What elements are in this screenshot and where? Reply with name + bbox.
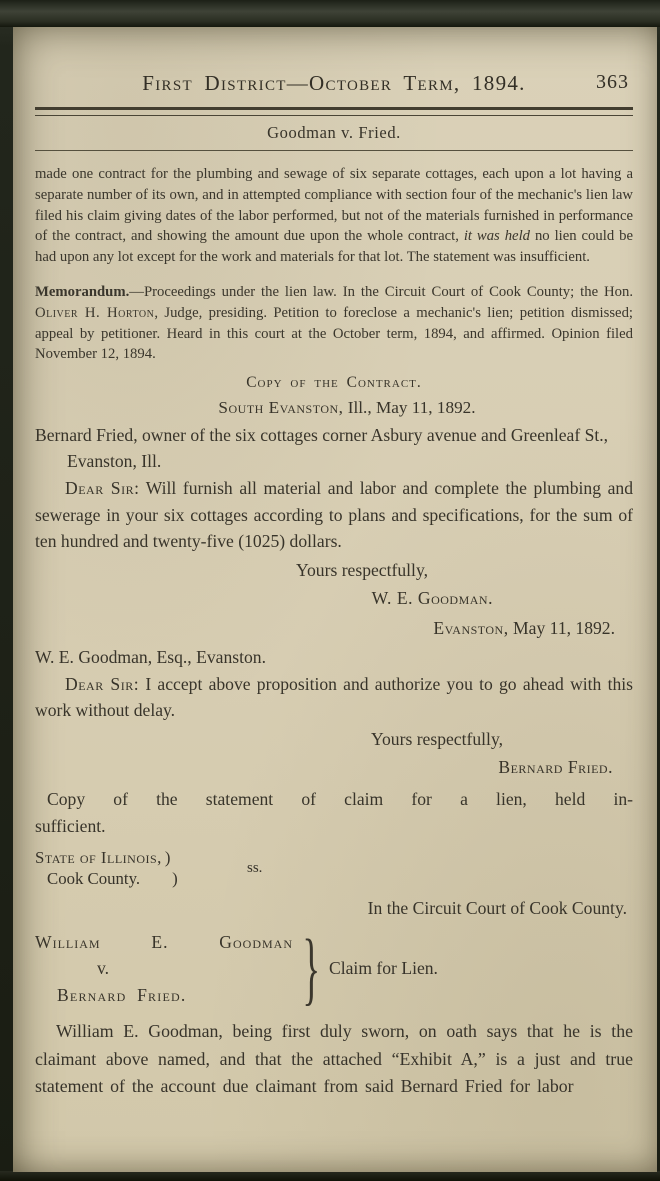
contract-closing: Yours respectfully, [296, 559, 428, 580]
acceptance-dateline: Evanston, May 11, 1892. [433, 617, 615, 638]
caption-defendant: Bernard Fried. [57, 984, 187, 1005]
acceptance-signature: Bernard Fried. [498, 756, 613, 777]
acceptance-addressee: W. E. Goodman, Esq., Evanston. [35, 646, 266, 667]
acceptance-body: Dear Sir: I accept above proposition and authorize you to go ahead with this work without delay. [35, 673, 633, 721]
syllabus-paragraph: made one contract for the plumbing and sewage of six separate cottages, each upon a lot having a separate number of its own, and in attempted compliance with section four of the mechanic's lien law filed his claim giving dates of the labor performed, but not of the materials furnished in performance of the contract, and showing the amount due upon the whole contract, it was held no lien could be had upon any lot except for the work and materials for that lot. The statement was insufficient. [35, 166, 633, 266]
book-edge-bottom [0, 1171, 660, 1181]
venue-bracket-1: ) [164, 847, 171, 867]
venue-ss: ss. [247, 859, 263, 876]
caption-parties [35, 929, 293, 1009]
venue-state: State of Illinois, [35, 847, 162, 867]
case-caption [35, 922, 633, 1014]
running-title: First District—October Term, 1894. [142, 71, 526, 95]
contract-dateline: South Evanston, Ill., May 11, 1892. [218, 398, 476, 418]
claim-intro [35, 786, 633, 840]
page-number: 363 [596, 71, 629, 93]
header-rule [35, 107, 633, 116]
page-paper [13, 27, 657, 1172]
caption-versus: v. [97, 958, 110, 979]
acceptance-closing: Yours respectfully, [371, 728, 503, 749]
contract-body: Dear Sir: Will furnish all material and labor and complete the plumbing and sewerage in your six cottages according to plans and specifications, for the sum of ten hundred and twenty-five (1025) dollars. [35, 478, 633, 552]
contract-signature: W. E. Goodman. [371, 587, 493, 608]
contract-addressee: Bernard Fried, owner of the six cottages corner Asbury avenue and Greenleaf St., Evanston, Ill. [35, 425, 609, 471]
case-title: Goodman v. Fried. [267, 123, 401, 142]
court-line: In the Circuit Court of Cook County. [367, 897, 627, 918]
caption-label: Claim for Lien. [329, 957, 438, 978]
memorandum-paragraph: Memorandum.—Proceedings under the lien law. In the Circuit Court of Cook County; the Hon. Oliver H. Horton, Judge, presiding. Petition to foreclose a mechanic's lien; petition dismissed; appeal by petitioner. Heard in this court at the October term, 1894, and affirmed. Opinion filed November 12, 1894. [35, 283, 633, 363]
caption-brace: } [302, 922, 321, 1014]
venue-bracket-2: ) [172, 869, 178, 889]
running-head [35, 71, 633, 99]
venue-state-line [35, 847, 633, 869]
claim-intro-line2: sufficient. [35, 815, 106, 836]
book-edge-top [0, 0, 660, 27]
caption-plaintiff: William E. Goodman [35, 931, 293, 952]
affidavit-paragraph: William E. Goodman, being first duly sworn, on oath says that he is the claimant above named, and that the attached “Exhibit A,” is a just and true statement of the account due claimant from said Bernard Fried for labor [35, 1021, 633, 1097]
venue-county-line [35, 868, 633, 890]
case-title-rule [35, 150, 633, 151]
venue-block [35, 847, 633, 890]
contract-heading: Copy of the Contract. [246, 374, 422, 392]
venue-county: Cook County. [47, 869, 141, 889]
claim-intro-line1: Copy of the statement of claim for a lien, held in- [47, 788, 633, 809]
